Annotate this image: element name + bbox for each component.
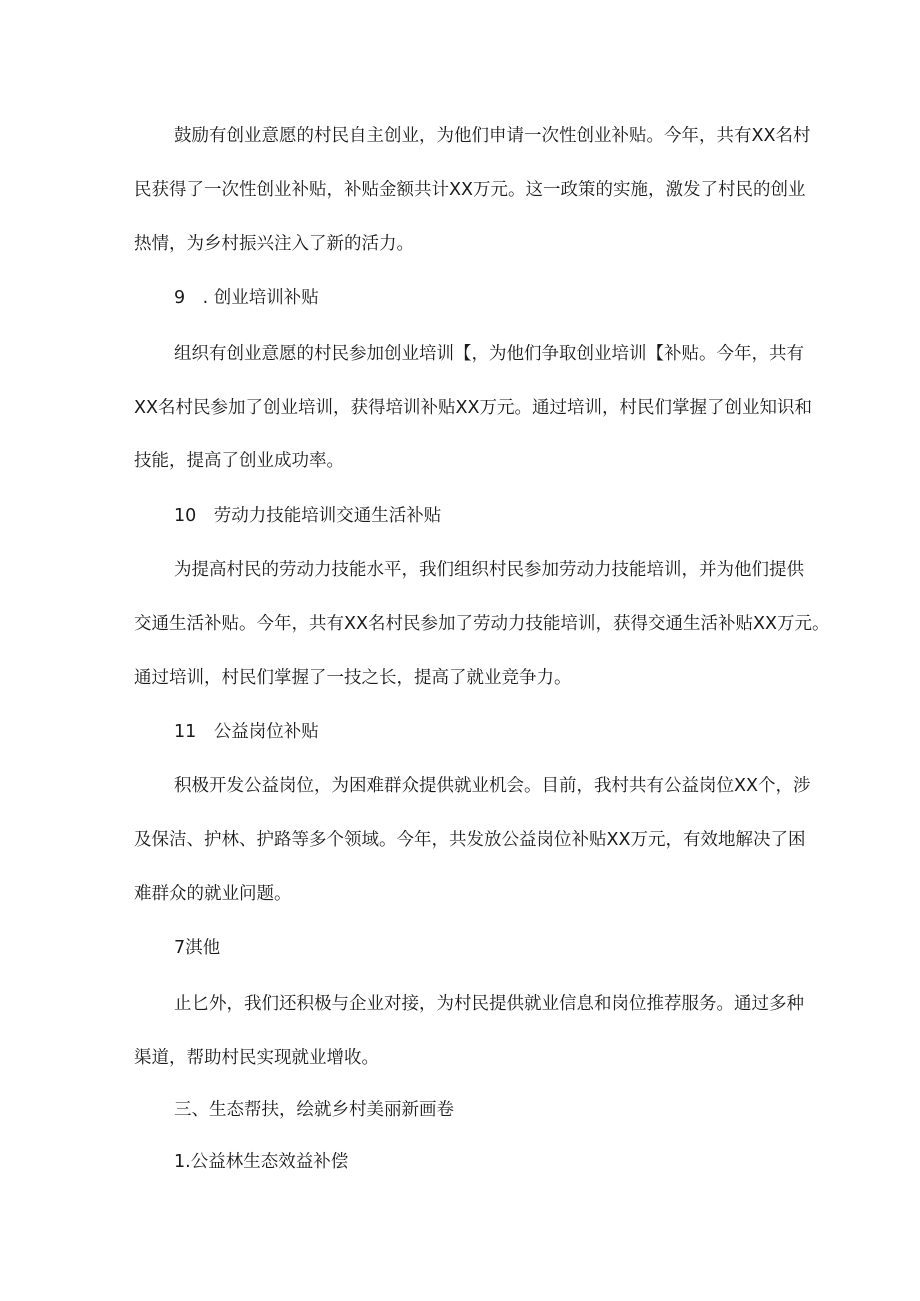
paragraph-line: 难群众的就业问题。 [134,884,292,904]
section-heading: 9 . 创业培训补贴 [174,288,319,308]
paragraph-line: 组织有创业意愿的村民参加创业培训【，为他们争取创业培训【补贴。今年，共有 [174,344,804,364]
paragraph-line: 鼓励有创业意愿的村民自主创业，为他们申请一次性创业补贴。今年，共有XX名村 [174,126,811,146]
paragraph-line: 为提高村民的劳动力技能水平，我们组织村民参加劳动力技能培训，并为他们提供 [174,560,804,580]
section-heading: 1.公益林生态效益补偿 [174,1152,349,1172]
chapter-heading: 三、生态帮扶，绘就乡村美丽新画卷 [174,1100,454,1120]
paragraph-line: 通过培训，村民们掌握了一技之长，提高了就业竞争力。 [134,668,572,688]
paragraph-line: 交通生活补贴。今年，共有XX名村民参加了劳动力技能培训，获得交通生活补贴XX万元。 [134,614,830,634]
paragraph-line: 民获得了一次性创业补贴，补贴金额共计XX万元。这一政策的实施，激发了村民的创业 [134,180,806,200]
paragraph-line: 止匕外，我们还积极与企业对接，为村民提供就业信息和岗位推荐服务。通过多种 [174,994,804,1014]
paragraph-line: 积极开发公益岗位，为困难群众提供就业机会。目前，我村共有公益岗位XX个，涉 [174,776,811,796]
section-heading: 10 劳动力技能培训交通生活补贴 [174,506,442,526]
paragraph-line: 及保洁、护林、护路等多个领域。今年，共发放公益岗位补贴XX万元，有效地解决了困 [134,830,806,850]
section-heading: 7淇他 [174,938,221,958]
paragraph-line: XX名村民参加了创业培训，获得培训补贴XX万元。通过培训，村民们掌握了创业知识和 [134,398,812,418]
section-heading: 11 公益岗位补贴 [174,722,319,742]
paragraph-line: 技能，提高了创业成功率。 [134,451,344,471]
paragraph-line: 热情，为乡村振兴注入了新的活力。 [134,234,414,254]
paragraph-line: 渠道，帮助村民实现就业增收。 [134,1048,379,1068]
